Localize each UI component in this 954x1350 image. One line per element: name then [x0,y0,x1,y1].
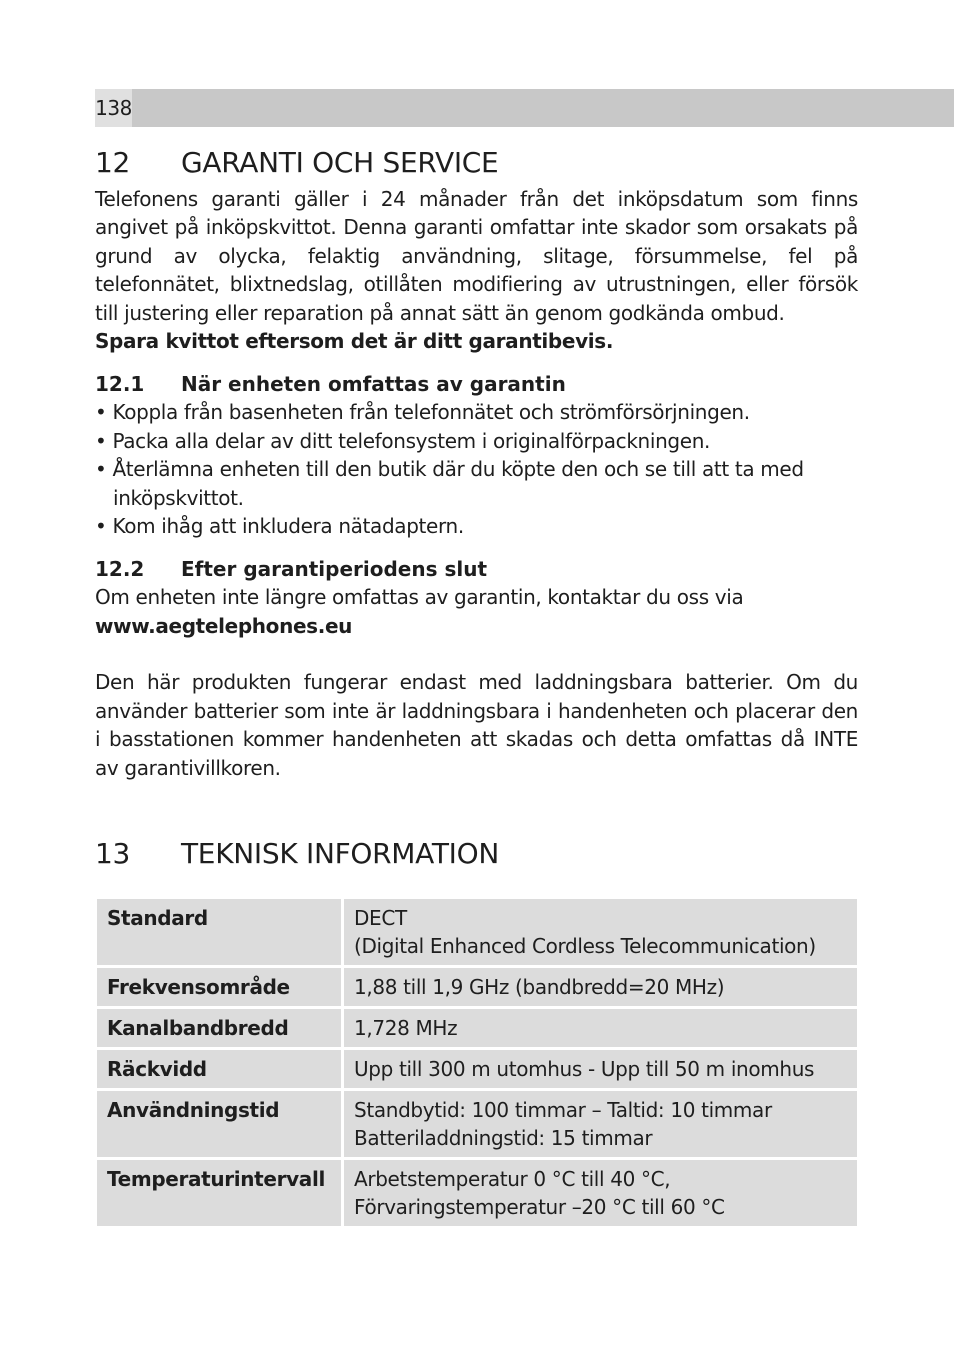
spec-label: Frekvensområde [97,968,344,1009]
section-12-heading [95,141,858,185]
subsection-12-1-heading [95,370,858,398]
subsection-title: Efter garantiperiodens slut [181,557,488,582]
spec-label: Kanalbandbredd [97,1009,344,1050]
section-number: 13 [95,836,131,870]
spec-value: 1,88 till 1,9 GHz (bandbredd=20 MHz) [344,968,857,1009]
spec-label: Användningstid [97,1091,344,1160]
spec-label: Räckvidd [97,1050,344,1091]
table-row [97,1009,857,1050]
subsection-title: När enheten omfattas av garantin [181,372,566,397]
spec-value: DECT (Digital Enhanced Cordless Telecommunication) [344,899,857,968]
section-title: GARANTI OCH SERVICE [181,146,499,179]
warranty-receipt-note: Spara kvittot eftersom det är ditt garantibevis. [95,329,614,354]
warranty-paragraph: Telefonens garanti gäller i 24 månader från det inköpsdatum som finns angivet på inköpskvittot. Denna garanti omfattar inte skador som orsakats på grund av olycka, felaktig användning, slitage, försummelse, fel på telefonnätet, blixtnedslag, otillåten modifiering av utrustningen, eller försök till justering eller reparation på annat sätt än genom godkända ombud. [95,187,858,325]
list-item: • Packa alla delar av ditt telefonsystem i originalförpackningen. [95,428,711,453]
spec-value: Standbytid: 100 timmar – Taltid: 10 timmar Batteriladdningstid: 15 timmar [344,1091,857,1160]
spec-value: Upp till 300 m utomhus - Upp till 50 m inomhus [344,1050,857,1091]
technical-specs-table [97,899,857,1229]
table-row [97,968,857,1009]
table-row [97,1160,857,1229]
after-warranty-text: Om enheten inte längre omfattas av garantin, kontaktar du oss via [95,585,744,610]
warranty-steps-list [95,398,858,540]
battery-note: Den här produkten fungerar endast med laddningsbara batterier. Om du använder batterier som inte är laddningsbara i handenheten och placerar den i basstationen kommer handenheten att skadas och detta omfattas då INTE av garantivillkoren. [95,670,858,780]
spec-label: Standard [97,899,344,968]
table-row [97,1091,857,1160]
list-item: • Kom ihåg att inkludera nätadaptern. [95,514,464,539]
section-title: TEKNISK INFORMATION [181,836,499,870]
spec-value: 1,728 MHz [344,1009,857,1050]
section-13-heading [95,832,858,876]
page-content [95,141,858,876]
page-header-bar [95,89,954,127]
subsection-number: 12.2 [95,557,145,582]
list-item: • Återlämna enheten till den butik där du köpte den och se till att ta med inköpskvittot. [95,457,804,510]
table-row [97,1050,857,1091]
website-link[interactable]: www.aegtelephones.eu [95,613,353,638]
table-row [97,899,857,968]
subsection-number: 12.1 [95,372,145,397]
spec-value: Arbetstemperatur 0 °C till 40 °C, Förvaringstemperatur –20 °C till 60 °C [344,1160,857,1229]
section-number: 12 [95,146,131,179]
subsection-12-2-heading [95,555,858,583]
page-number: 138 [95,89,132,127]
spec-label: Temperaturintervall [97,1160,344,1229]
list-item: • Koppla från basenheten från telefonnätet och strömförsörjningen. [95,400,750,425]
